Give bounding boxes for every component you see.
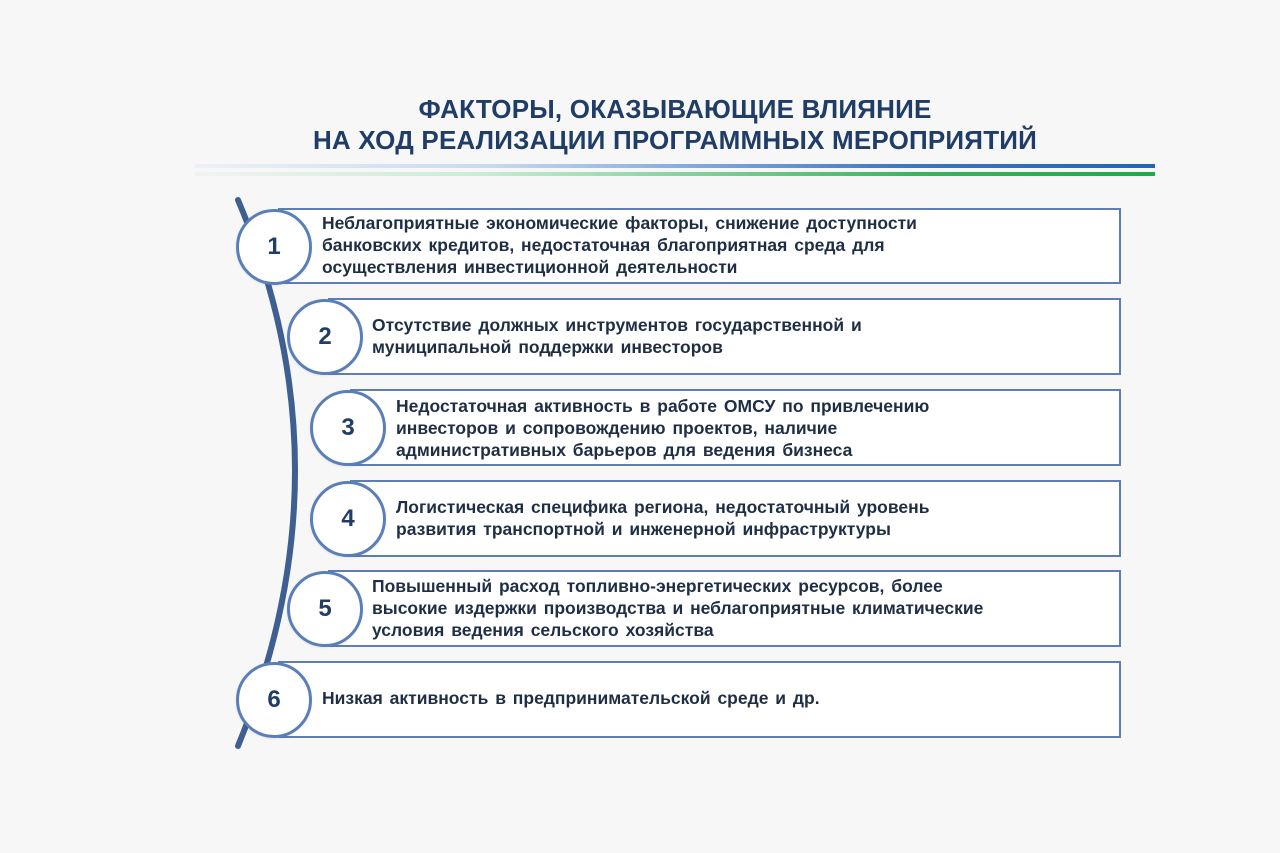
- factor-text-2: [372, 314, 862, 358]
- factor-number-badge-2: [287, 299, 363, 375]
- factor-text-6: [322, 687, 820, 709]
- factor-number-1: 1: [267, 233, 281, 260]
- factor-3-line-1: Недостаточная активность в работе ОМСУ по привлечению: [396, 396, 930, 416]
- factor-text-5: [372, 575, 983, 641]
- factor-number-badge-6: [236, 662, 312, 738]
- factor-2-line-1: Отсутствие должных инструментов государственной и: [372, 315, 862, 335]
- factor-4-line-2: развития транспортной и инженерной инфраструктуры: [396, 519, 891, 539]
- factor-1-line-2: банковских кредитов, недостаточная благоприятная среда для: [322, 235, 885, 255]
- factor-number-5: 5: [318, 595, 332, 622]
- title-line-2: НА ХОД РЕАЛИЗАЦИИ ПРОГРАММНЫХ МЕРОПРИЯТИЙ: [312, 125, 1038, 155]
- factor-4-line-1: Логистическая специфика региона, недостаточный уровень: [396, 497, 930, 517]
- factor-number-3: 3: [341, 414, 355, 441]
- factor-number-badge-3: [310, 390, 386, 466]
- factor-text-4: [396, 496, 929, 540]
- factor-number-2: 2: [318, 323, 332, 350]
- factor-2-line-2: муниципальной поддержки инвесторов: [372, 337, 723, 357]
- title-line-1: ФАКТОРЫ, ОКАЗЫВАЮЩИЕ ВЛИЯНИЕ: [418, 94, 932, 124]
- factor-number-badge-4: [310, 481, 386, 557]
- factor-text-1: [322, 212, 917, 278]
- factor-number-badge-1: [236, 209, 312, 285]
- factor-3-line-3: административных барьеров для ведения бизнеса: [396, 440, 853, 460]
- factor-number-4: 4: [341, 505, 355, 532]
- factor-number-badge-5: [287, 571, 363, 647]
- factor-1-line-3: осуществления инвестиционной деятельности: [322, 257, 738, 277]
- factor-5-line-1: Повышенный расход топливно-энергетических ресурсов, более: [372, 576, 943, 596]
- factor-1-line-1: Неблагоприятные экономические факторы, снижение доступности: [322, 213, 917, 233]
- factor-5-line-2: высокие издержки производства и неблагоприятные климатические: [372, 598, 984, 618]
- factor-6-line-1: Низкая активность в предпринимательской среде и др.: [322, 688, 820, 708]
- factor-3-line-2: инвесторов и сопровождению проектов, наличие: [396, 418, 838, 438]
- factor-number-6: 6: [267, 686, 281, 713]
- factor-5-line-3: условия ведения сельского хозяйства: [372, 620, 714, 640]
- factor-text-3: [396, 395, 929, 461]
